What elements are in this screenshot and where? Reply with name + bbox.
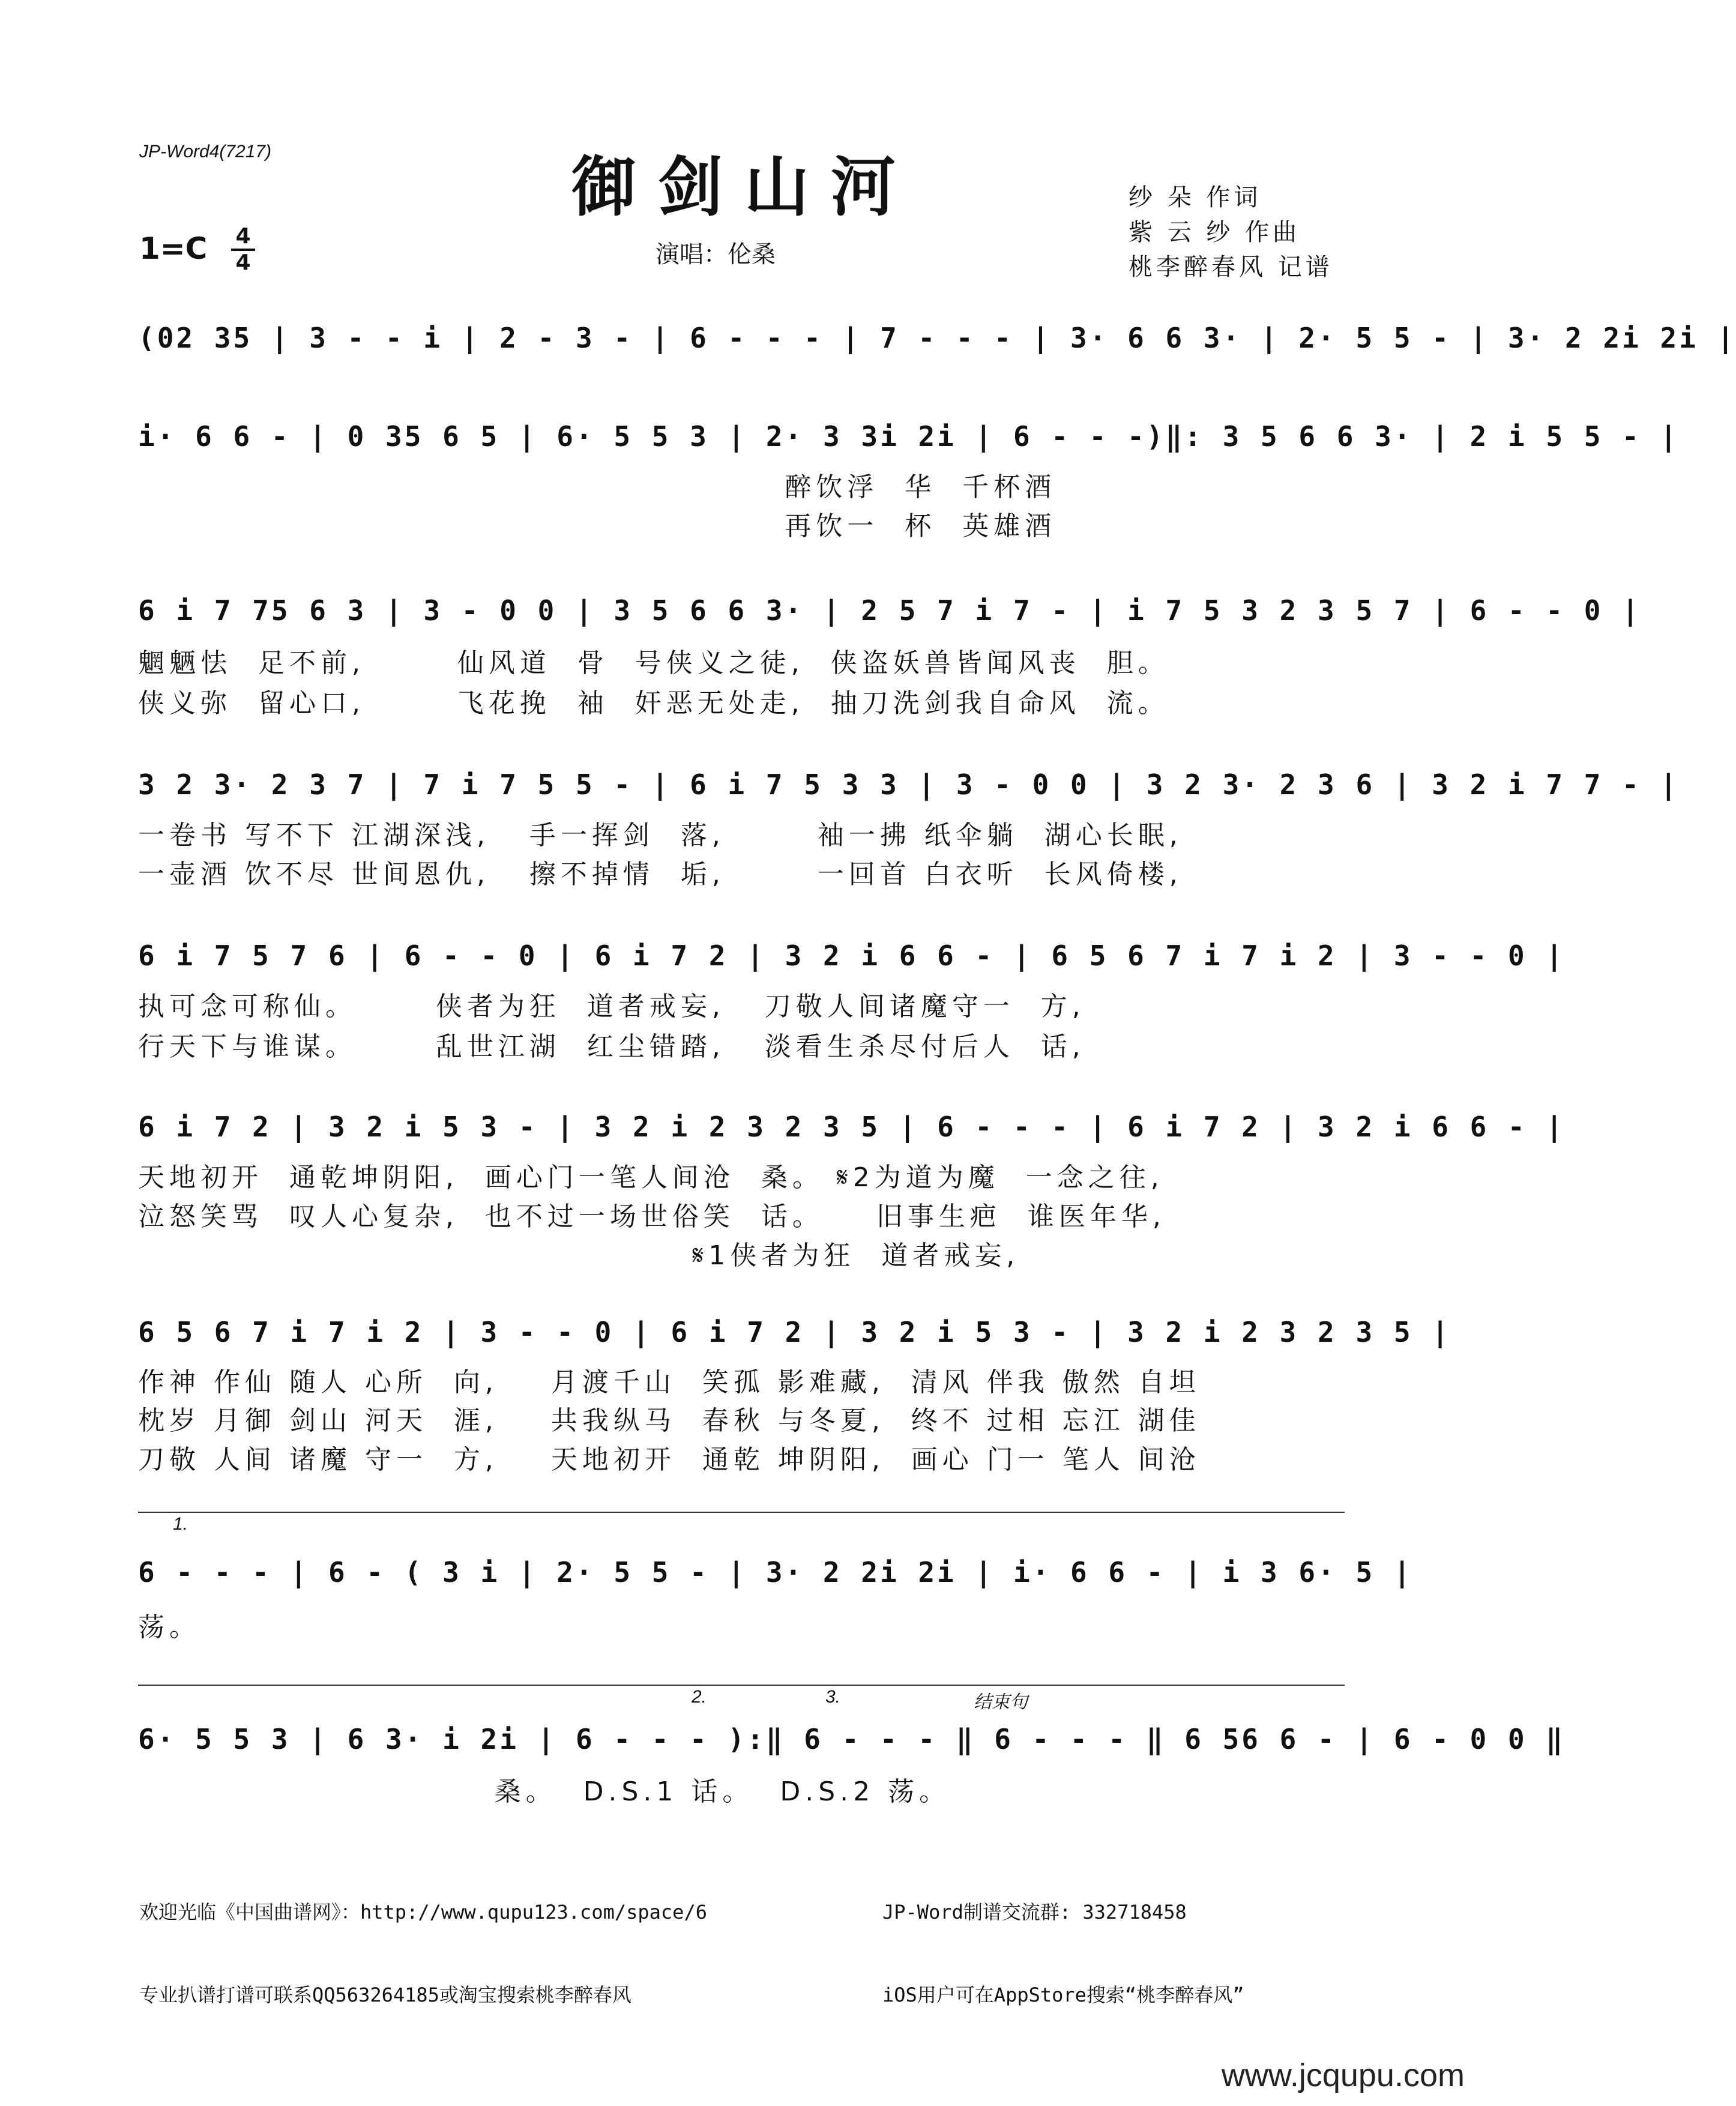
staff-line: 6 i 7 2 | 3 2 i 5 3 - | 3 2 i 2 3 2 3 5 | 6 - - - | 6 i 7 2 | 3 2 i 6 6 - | [138,1111,1566,1143]
lyric-line: 魍魉怯 足不前, 仙风道 骨 号侠义之徒, 侠盗妖兽皆闻风丧 胆。 [138,648,1169,678]
footer-right [882,1843,1244,2036]
staff-line: 6 i 7 75 6 3 | 3 - 0 0 | 3 5 6 6 3· | 2 5 7 i 7 - | i 7 5 3 2 3 5 7 | 6 - - 0 | [138,594,1641,627]
credit-music: 紫 云 纱 作曲 [1129,219,1301,246]
lyric-line: 醉饮浮 华 千杯酒 [138,472,1056,502]
volta-label: 3. [825,1687,841,1707]
lyric-line: 一壶酒 饮不尽 世间恩仇, 擦不掉情 垢, 一回首 白衣听 长风倚楼, [138,859,1183,890]
lyric-line: 荡。 [138,1612,200,1643]
time-top: 4 [231,225,255,251]
volta-label: 结束句 [974,1692,1028,1712]
volta-label: 1. [173,1514,188,1534]
time-signature [231,225,255,275]
footer-right-line: JP-Word制谱交流群: 332718458 [882,1901,1187,1923]
staff-line: 6 5 6 7 i 7 i 2 | 3 - - 0 | 6 i 7 2 | 3 2 i 5 3 - | 3 2 i 2 3 2 3 5 | [138,1316,1451,1348]
lyric-line: 桑。 D.S.1 话。 D.S.2 荡。 [138,1776,951,1807]
lyric-line: 一卷书 写不下 江湖深浅, 手一挥剑 落, 袖一拂 纸伞躺 湖心长眠, [138,820,1183,851]
key-signature: 1=C [139,231,208,266]
credits [1129,180,1333,285]
credit-transcriber: 桃李醉春风 记谱 [1129,253,1333,281]
lyric-line: 作神 作仙 随人 心所 向, 月渡千山 笑孤 影难藏, 清风 伴我 傲然 自坦 [138,1367,1201,1398]
staff-line: 6· 5 5 3 | 6 3· i 2i | 6 - - - ):‖ 6 - - - ‖ 6 - - - ‖ 6 56 6 - | 6 - 0 0 ‖ [138,1723,1566,1755]
lyric-line: 刀敬 人间 诸魔 守一 方, 天地初开 通乾 坤阴阳, 画心 门一 笔人 间沧 [138,1444,1201,1475]
lyric-line: 泣怒笑骂 叹人心复杂, 也不过一场世俗笑 话。 旧事生疤 谁医年华, [138,1201,1166,1232]
credit-lyrics: 纱 朵 作词 [1129,184,1262,211]
footer-left [139,1843,707,2036]
volta-bracket [138,1685,1345,1686]
time-bottom: 4 [235,250,251,275]
footer-right-line: iOS用户可在AppStore搜索“桃李醉春风” [882,1984,1244,2006]
staff-line: (02 35 | 3 - - i | 2 - 3 - | 6 - - - | 7 - - - | 3· 6 6 3· | 2· 5 5 - | 3· 2 2i 2i | [138,322,1736,354]
lyric-line: 执可念可称仙。 侠者为狂 道者戒妄, 刀敬人间诸魔守一 方, [138,991,1085,1022]
app-version: JP-Word4(7217) [139,142,272,161]
volta-label: 2. [692,1687,707,1707]
song-title: 御剑山河 [571,149,917,225]
lyric-line: 枕岁 月御 剑山 河天 涯, 共我纵马 春秋 与冬夏, 终不 过相 忘江 湖佳 [138,1405,1201,1436]
site-watermark: www.jcqupu.com [1221,2057,1465,2093]
lyric-line: 天地初开 通乾坤阴阳, 画心门一笔人间沧 桑。 𝄋2为道为魔 一念之往, [138,1162,1164,1193]
footer-left-line: 欢迎光临《中国曲谱网》：http://www.qupu123.com/space/6 [139,1901,707,1923]
volta-bracket [138,1512,1345,1513]
staff-line: 3 2 3· 2 3 7 | 7 i 7 5 5 - | 6 i 7 5 3 3 | 3 - 0 0 | 3 2 3· 2 3 6 | 3 2 i 7 7 - | [138,768,1680,801]
footer-left-line: 专业扒谱打谱可联系QQ563264185或淘宝搜索桃李醉春风 [139,1984,631,2006]
staff-line: 6 - - - | 6 - ( 3 i | 2· 5 5 - | 3· 2 2i 2i | i· 6 6 - | i 3 6· 5 | [138,1556,1413,1589]
lyric-line: 行天下与谁谋。 乱世江湖 红尘错踏, 淡看生杀尽付后人 话, [138,1031,1085,1062]
singer: 演唱：伦桑 [656,241,776,268]
lyric-line: 𝄋1侠者为狂 道者戒妄, [138,1240,1020,1271]
staff-line: i· 6 6 - | 0 35 6 5 | 6· 5 5 3 | 2· 3 3i 2i | 6 - - -)‖: 3 5 6 6 3· | 2 i 5 5 - | [138,420,1680,453]
lyric-line: 再饮一 杯 英雄酒 [138,511,1056,542]
staff-line: 6 i 7 5 7 6 | 6 - - 0 | 6 i 7 2 | 3 2 i 6 6 - | 6 5 6 7 i 7 i 2 | 3 - - 0 | [138,940,1566,972]
lyric-line: 侠义弥 留心口, 飞花挽 袖 奸恶无处走, 抽刀洗剑我自命风 流。 [138,688,1169,719]
